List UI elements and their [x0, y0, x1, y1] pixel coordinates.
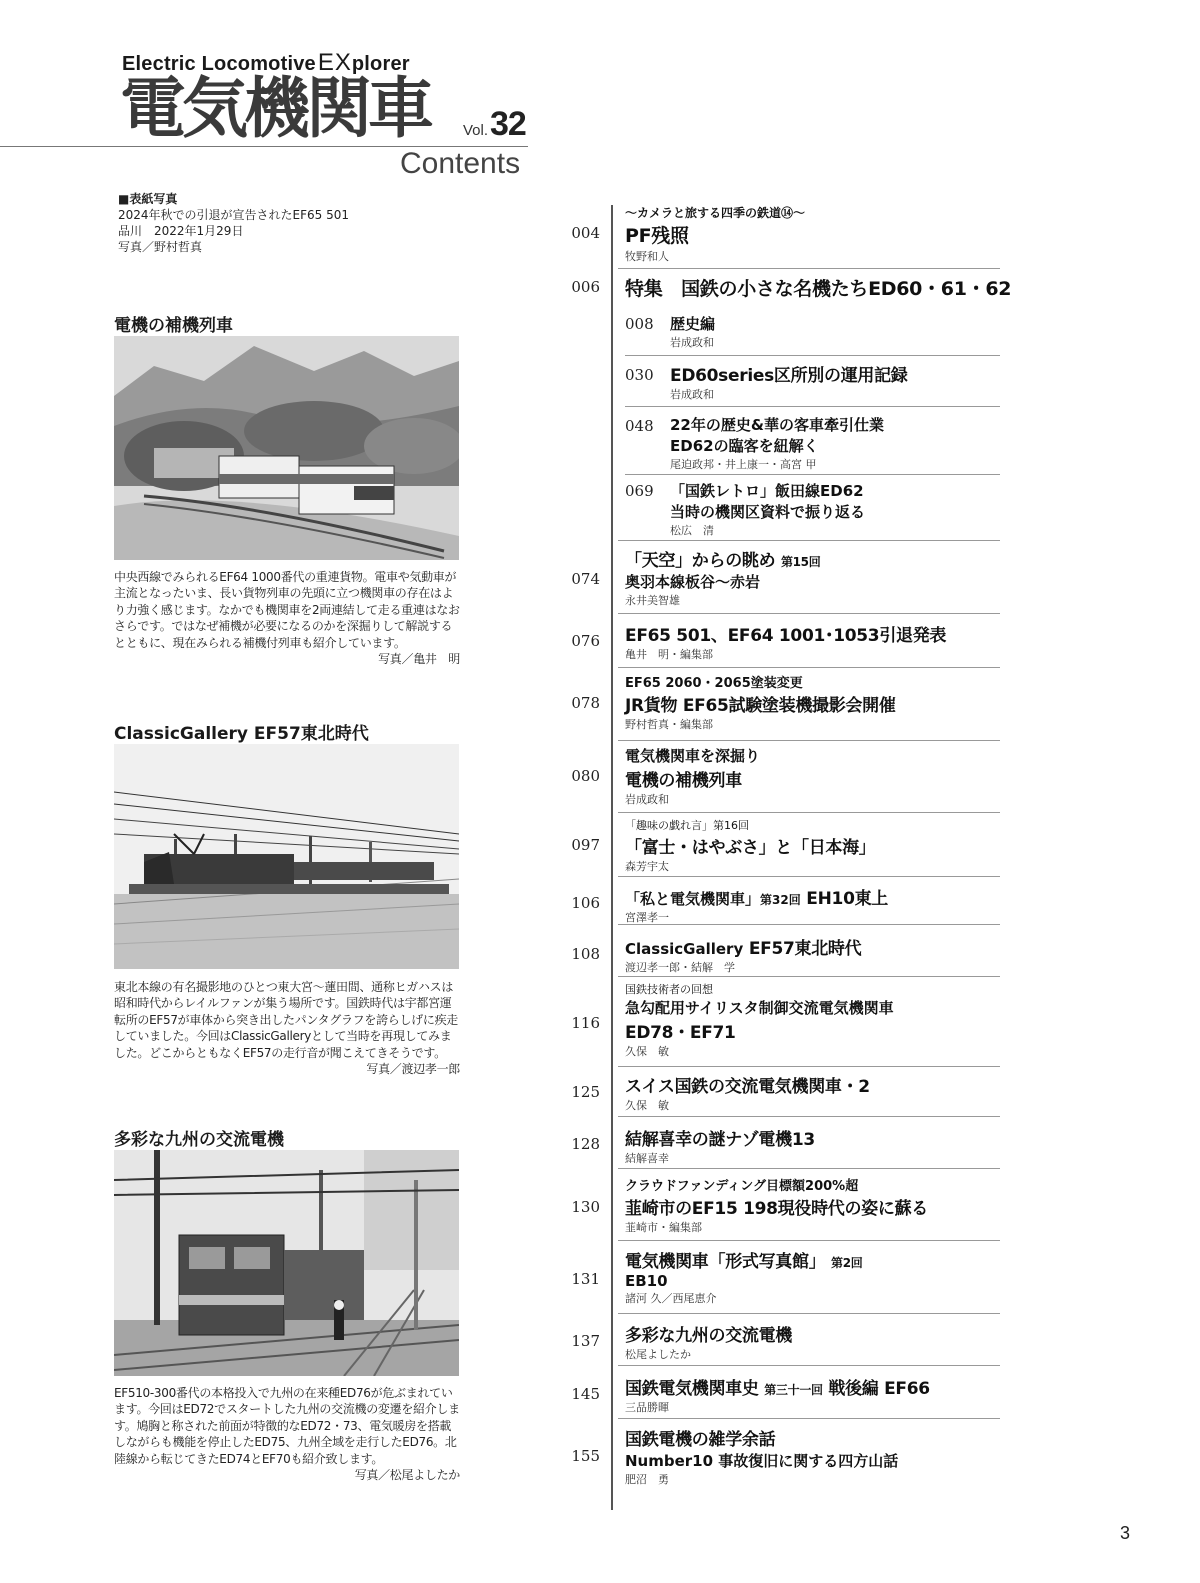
toc-author: 諸河 久／西尾恵介 [625, 1292, 717, 1305]
toc-entry-116 [625, 981, 894, 1059]
toc-title: 「富士・はやぶさ」と「日本海」 [625, 838, 876, 858]
toc-separator [618, 1066, 1000, 1067]
toc-page-number: 137 [571, 1332, 600, 1350]
toc-title-line2: ED78・EF71 [625, 1023, 736, 1043]
toc-entry-074 [625, 546, 820, 608]
toc-entry-128 [625, 1125, 815, 1166]
toc-series-suffix: 第三十一回 [764, 1383, 823, 1397]
toc-title-part: 戦後編 EF66 [828, 1379, 930, 1399]
english-title-main: Electric Locomotive [122, 53, 316, 75]
toc-page-number: 108 [571, 945, 600, 963]
toc-series-suffix: 第2回 [831, 1256, 863, 1270]
toc-page-number: 155 [571, 1447, 600, 1465]
contents-label: Contents [400, 147, 521, 180]
toc-author: 渡辺孝一郎・結解 学 [625, 961, 735, 974]
toc-author: 永井美智雄 [625, 594, 680, 607]
toc-separator [618, 740, 1000, 741]
toc-separator [618, 812, 1000, 813]
toc-title: 韮崎市のEF15 198現役時代の姿に蘇る [625, 1199, 928, 1219]
toc-title-line1: 22年の歴史&華の客車牽引仕業 [670, 416, 884, 434]
toc-entry-125 [625, 1072, 870, 1113]
toc-entry-145 [625, 1374, 930, 1415]
toc-series-suffix: 第15回 [780, 555, 821, 569]
toc-author: 岩成政和 [670, 388, 714, 401]
toc-title-line1: 急勾配用サイリスタ制御交流電気機関車 [625, 999, 894, 1017]
toc-separator [618, 268, 1000, 269]
toc-entry-097 [625, 817, 876, 874]
toc-separator [618, 976, 1000, 977]
toc-separator [618, 1418, 1000, 1419]
toc-kicker: EF65 2060・2065塗装変更 [625, 676, 803, 691]
toc-page-number: 048 [625, 417, 654, 435]
toc-entry-131 [625, 1247, 862, 1306]
photo-ef64-helper-freight [114, 336, 459, 560]
toc-page-number: 097 [571, 836, 600, 854]
toc-separator [618, 613, 1000, 614]
feature-title: ClassicGallery EF57東北時代 [114, 724, 369, 744]
toc-title-line2: EB10 [625, 1272, 668, 1290]
toc-title-part: ClassicGallery [625, 940, 744, 958]
toc-page-number: 106 [571, 894, 600, 912]
feature-caption [114, 569, 460, 667]
toc-page-number: 030 [625, 366, 654, 384]
toc-title: PF残照 [625, 225, 689, 247]
toc-page-number: 145 [571, 1385, 600, 1403]
toc-kicker: 国鉄技術者の回想 [625, 983, 713, 996]
toc-page-number: 076 [571, 632, 600, 650]
toc-title [625, 884, 888, 909]
toc-author: 牧野和人 [625, 250, 669, 263]
toc-entry-048 [670, 414, 884, 472]
english-title-tail: plorer [351, 53, 410, 75]
toc-entry-106 [625, 884, 888, 925]
toc-author: 岩成政和 [670, 336, 714, 349]
toc-author: 松尾よしたか [625, 1348, 691, 1361]
toc-separator [618, 876, 1000, 877]
cover-photo-info [118, 191, 349, 255]
page-number: 3 [1120, 1523, 1131, 1543]
toc-author: 久保 敏 [625, 1099, 669, 1112]
toc-page-number: 078 [571, 694, 600, 712]
toc-separator [618, 1116, 1000, 1117]
toc-title-line1: 国鉄電機の雑学余話 [625, 1430, 776, 1450]
english-title-ex: EX [317, 49, 352, 76]
toc-author: 肥沼 勇 [625, 1473, 669, 1486]
toc-entry-108 [625, 934, 861, 975]
toc-title: EF65 501、EF64 1001･1053引退発表 [625, 626, 947, 646]
toc-page-number: 008 [625, 315, 654, 333]
toc-separator [625, 474, 1000, 475]
photo-credit: 写真／渡辺孝一郎 [366, 1062, 460, 1077]
photo-credit: 写真／亀井 明 [378, 652, 460, 667]
toc-page-number: 004 [571, 224, 600, 242]
caption-text: EF510-300番代の本格投入で九州の在来種ED76が危ぶまれています。今回はED72でスタートした九州の交流機の変遷を紹介します。鳩胸と称された前面が特徴的なED72・73、電気暖房を搭載しながらも機能を停止したED75、九州全域を走行したED76。北陸線から転じてきたED74とEF70も紹介致します。 [114, 1386, 460, 1466]
toc-title-part: EH10東上 [806, 889, 888, 909]
toc-author: 岩成政和 [625, 793, 669, 806]
toc-separator [625, 406, 1000, 407]
toc-entry-004 [625, 204, 805, 264]
toc-feature-title: 特集 国鉄の小さな名機たちED60・61・62 [625, 278, 1012, 300]
toc-title-line1: 「国鉄レトロ」飯田線ED62 [670, 482, 864, 500]
toc-title-line2: 奥羽本線板谷〜赤岩 [625, 573, 761, 591]
cover-line-2: 品川 2022年1月29日 [118, 224, 244, 238]
toc-title-line2: ED62の臨客を紐解く [670, 437, 819, 455]
toc-page-number: 125 [571, 1083, 600, 1101]
toc-title: 歴史編 [670, 315, 716, 333]
toc-title-text: 電気機関車「形式写真館」 [625, 1252, 826, 1272]
toc-page-number: 006 [571, 278, 600, 296]
toc-separator [618, 924, 1000, 925]
toc-page-number: 116 [571, 1014, 600, 1032]
toc-author: 尾迫政邦・井上康一・高宮 甲 [670, 458, 817, 471]
toc-entry-078 [625, 672, 896, 732]
toc-title-part: 国鉄電気機関車史 [625, 1379, 759, 1399]
toc-author: 三品勝暉 [625, 1401, 669, 1414]
toc-page-number: 074 [571, 570, 600, 588]
toc-entry-030 [670, 361, 908, 402]
toc-entry-008 [670, 313, 715, 350]
volume-number: 32 [490, 105, 526, 143]
toc-title: スイス国鉄の交流電気機関車・2 [625, 1077, 870, 1097]
photo-ef57-tohoku [114, 744, 459, 969]
toc-separator [625, 355, 1000, 356]
toc-separator [618, 1240, 1000, 1241]
toc-author: 森芳宇太 [625, 860, 669, 873]
toc-title: ED60series区所別の運用記録 [670, 366, 908, 386]
cover-heading: ■表紙写真 [118, 192, 178, 206]
toc-author: 久保 敏 [625, 1045, 669, 1058]
toc-title-line1 [625, 1247, 862, 1272]
toc-title: 結解喜幸の謎ナゾ電機13 [625, 1130, 815, 1150]
toc-separator [618, 540, 1000, 541]
toc-title: JR貨物 EF65試験塗装機撮影会開催 [625, 696, 896, 716]
toc-entry-076 [625, 621, 946, 662]
toc-author: 亀井 明・編集部 [625, 648, 713, 661]
toc-author: 宮澤孝一 [625, 911, 669, 924]
feature-caption [114, 979, 460, 1077]
photo-kyushu-ac-loco [114, 1150, 459, 1376]
toc-title [625, 934, 861, 959]
toc-title [625, 1374, 930, 1399]
toc-page-number: 069 [625, 482, 654, 500]
cover-line-1: 2024年秋での引退が宣告されたEF65 501 [118, 208, 350, 222]
toc-entry-155 [625, 1425, 898, 1487]
toc-author: 野村哲真・編集部 [625, 718, 713, 731]
toc-title-line2: 当時の機関区資料で振り返る [670, 503, 866, 521]
volume-label: Vol. [463, 122, 489, 139]
toc-separator [618, 1313, 1000, 1314]
caption-text: 東北本線の有名撮影地のひとつ東大宮〜蓮田間、通称ヒガハスは昭和時代からレイルファンが集う場所です。国鉄時代は宇都宮運転所のEF57が車体から突き出したパンタグラフを誇らしげに疾走していました。今回はClassicGalleryとして当時を再現してみました。どこからともなくEF57の走行音が聞こえてきそうです。 [114, 980, 458, 1060]
photo-credit: 写真／松尾よしたか [354, 1468, 460, 1483]
toc-separator [618, 1365, 1000, 1366]
caption-text: 中央西線でみられるEF64 1000番代の重連貨物。電車や気動車が主流となったいま、長い貨物列車の先頭に立つ機関車の存在はより力強く感じます。なかでも機関車を2両連結して走る重連はなおさらです。ではなぜ補機が必要になるのかを深掘りして解説するとともに、現在みられる補機付列車も紹介しています。 [114, 570, 460, 650]
toc-author: 松広 清 [670, 524, 714, 537]
toc-kicker: クラウドファンディング目標額200%超 [625, 1179, 859, 1194]
toc-page-number: 130 [571, 1198, 600, 1216]
masthead-japanese-title: 電気機関車 [120, 70, 430, 147]
cover-line-3: 写真／野村哲真 [118, 240, 203, 254]
toc-title-part: 「私と電気機関車」 [625, 890, 761, 908]
toc-entry-130 [625, 1175, 928, 1235]
feature-title: 電機の補機列車 [114, 316, 233, 336]
feature-caption [114, 1385, 460, 1483]
toc-title-line1 [625, 546, 820, 571]
toc-entry-069 [670, 480, 865, 538]
toc-kicker: 〜カメラと旅する四季の鉄道⑭〜 [625, 206, 806, 220]
toc-title: 電機の補機列車 [625, 771, 742, 791]
toc-title-line2: Number10 事故復旧に関する四方山話 [625, 1452, 899, 1470]
toc-vertical-rule [611, 205, 613, 1510]
toc-page-number: 128 [571, 1135, 600, 1153]
toc-page-number: 131 [571, 1270, 600, 1288]
toc-kicker: 電気機関車を深掘り [625, 747, 761, 765]
toc-series-suffix: 第32回 [760, 893, 801, 907]
toc-entry-137 [625, 1321, 792, 1362]
toc-separator [618, 667, 1000, 668]
toc-page-number: 080 [571, 767, 600, 785]
toc-entry-080 [625, 745, 760, 807]
toc-title-text: 「天空」からの眺め [625, 551, 776, 571]
toc-author: 結解喜幸 [625, 1152, 669, 1165]
toc-kicker: 「趣味の戯れ言」第16回 [625, 819, 749, 832]
toc-separator [618, 1168, 1000, 1169]
feature-title: 多彩な九州の交流電機 [114, 1130, 284, 1150]
toc-title-part: EF57東北時代 [748, 939, 862, 959]
toc-title: 多彩な九州の交流電機 [625, 1326, 792, 1346]
toc-author: 韮崎市・編集部 [625, 1221, 702, 1234]
